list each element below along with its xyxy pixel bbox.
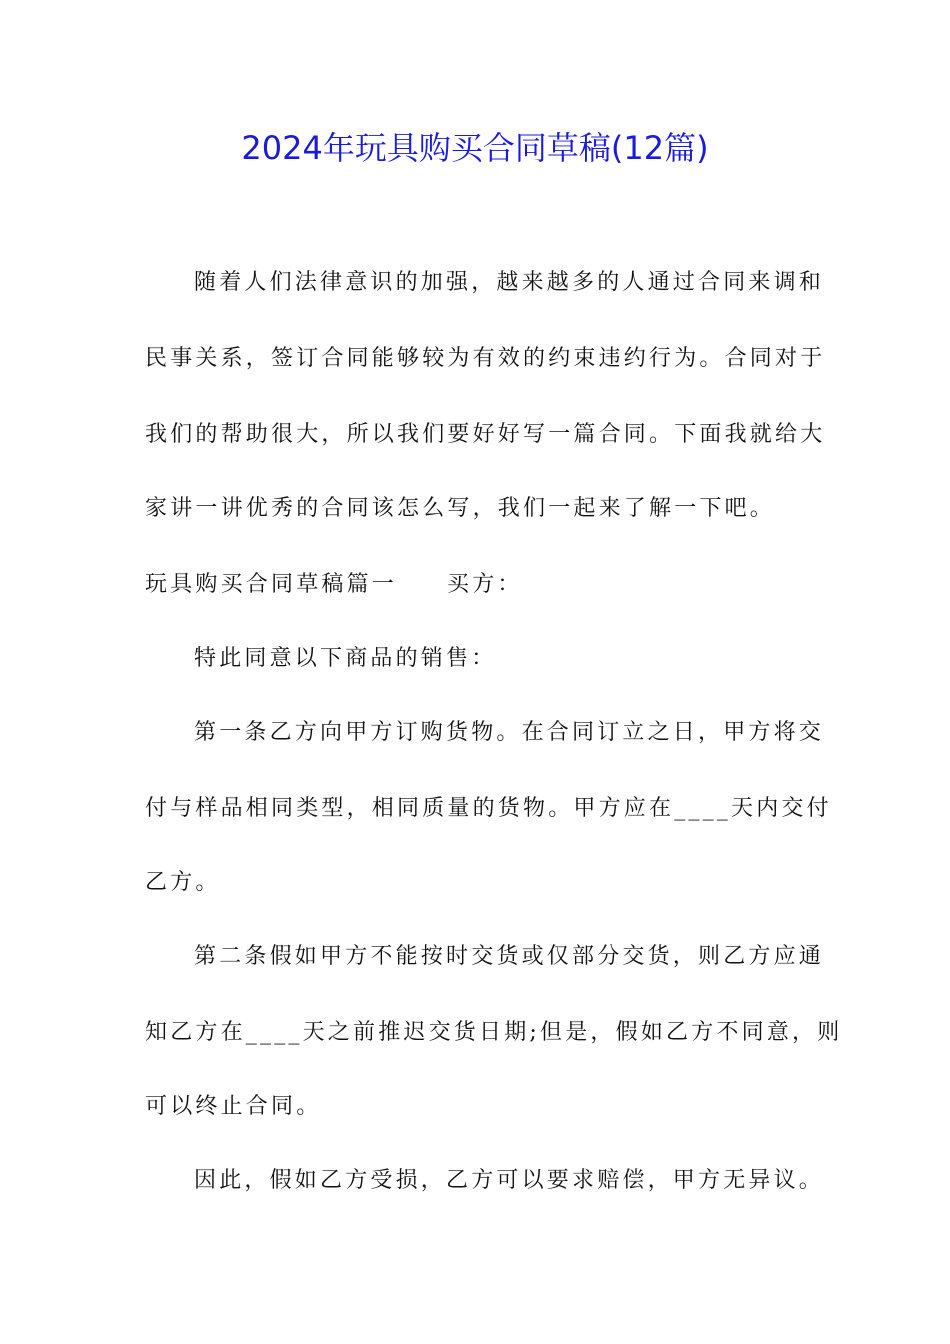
paragraph-line: 知乙方在____天之前推迟交货日期;但是，假如乙方不同意，则 [145, 1020, 843, 1045]
paragraph-line: 第二条假如甲方不能按时交货或仅部分交货，则乙方应通 [194, 944, 825, 969]
paragraph-line: 可以终止合同。 [145, 1094, 322, 1119]
paragraph-line: 随着人们法律意识的加强，越来越多的人通过合同来调和 [194, 270, 825, 295]
section-heading-line [145, 570, 523, 600]
paragraph-line: 付与样品相同类型，相同质量的货物。甲方应在____天内交付 [145, 796, 832, 821]
section-heading: 玩具购买合同草稿篇一 [145, 572, 398, 597]
paragraph-line: 我们的帮助很大，所以我们要好好写一篇合同。下面我就给大 [145, 422, 826, 447]
paragraph-line: 第一条乙方向甲方订购货物。在合同订立之日，甲方将交 [194, 720, 825, 745]
paragraph-line: 家讲一讲优秀的合同该怎么写，我们一起来了解一下吧。 [145, 496, 776, 521]
paragraph-line: 民事关系，签订合同能够较为有效的约束违约行为。合同对于 [145, 346, 826, 371]
paragraph-line: 因此，假如乙方受损，乙方可以要求赔偿，甲方无异议。 [194, 1168, 825, 1193]
paragraph-line: 乙方。 [145, 870, 221, 895]
paragraph-line: 特此同意以下商品的销售： [194, 646, 497, 671]
buyer-label: 买方： [447, 572, 523, 597]
document-title: 2024年玩具购买合同草稿(12篇) [241, 129, 709, 167]
